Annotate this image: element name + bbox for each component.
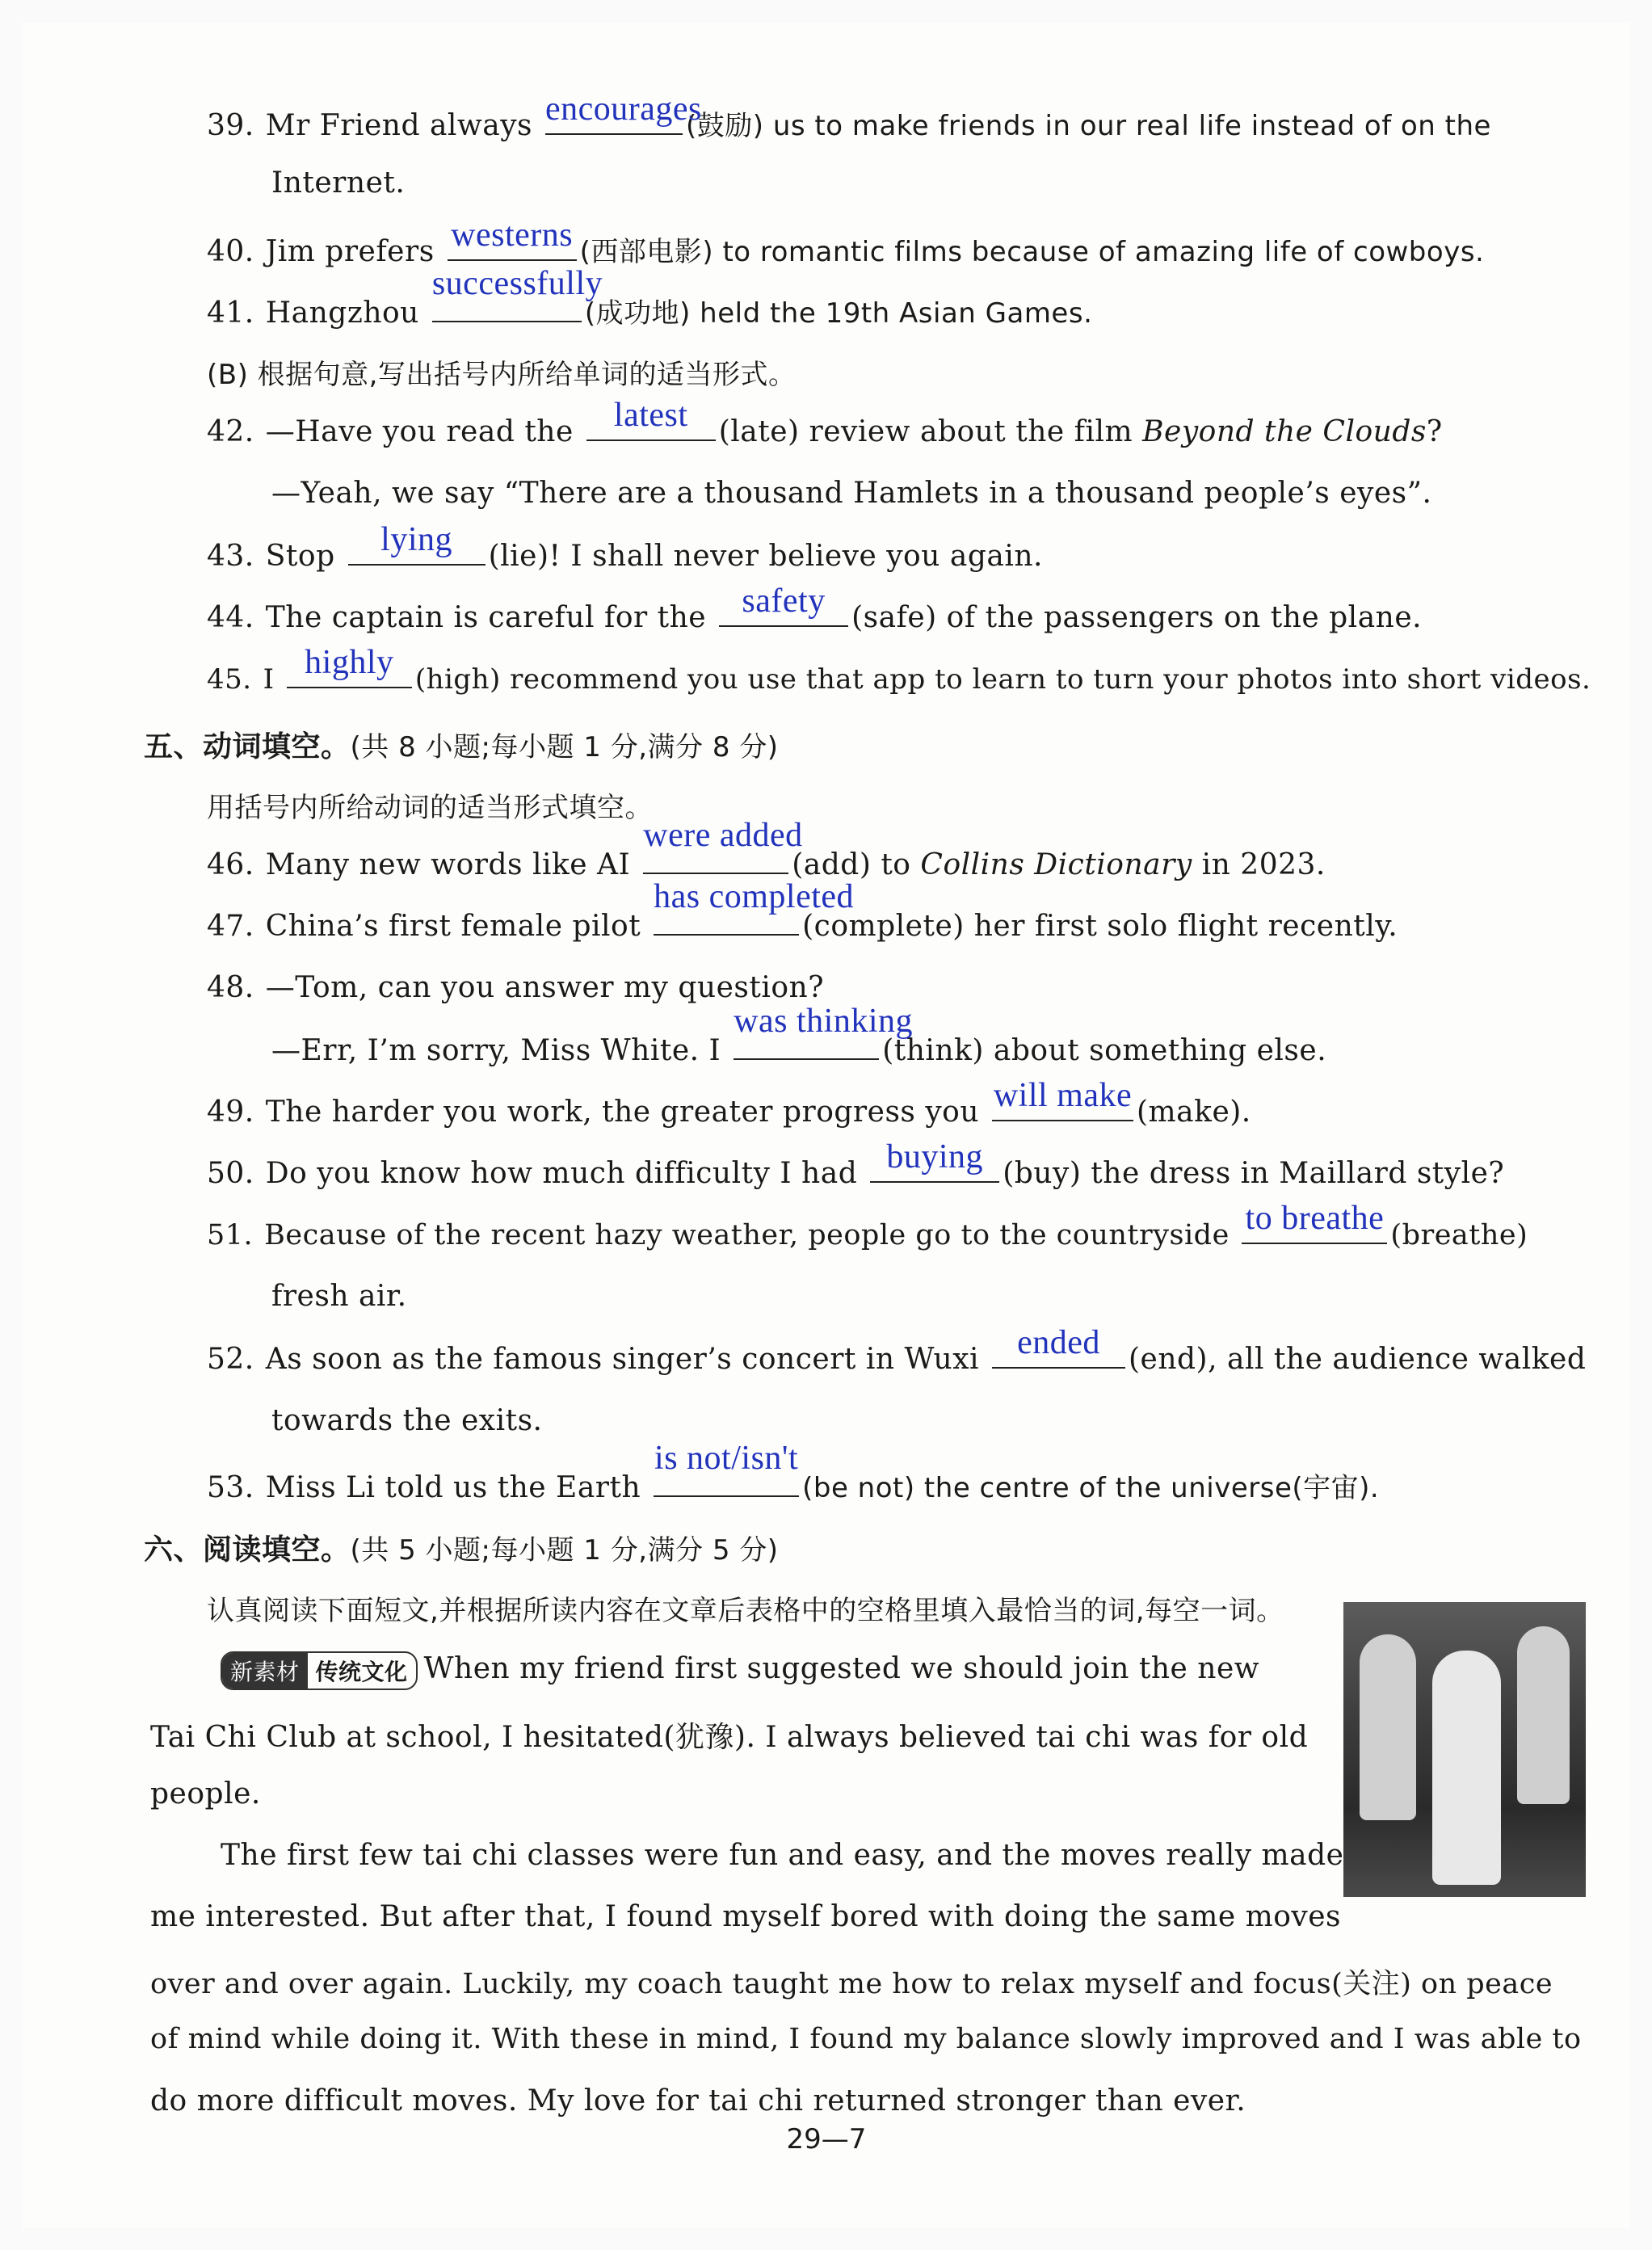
section-5-instruction: 用括号内所给动词的适当形式填空。 (207, 792, 653, 824)
question-48-reply: —Err, I’m sorry, Miss White. I was thinking (think) about something else. (271, 1003, 1327, 1067)
question-52-continued: towards the exits. (271, 1404, 543, 1437)
material-tag: 新素材 传统文化 (221, 1651, 418, 1690)
answer-blank[interactable]: to breathe (1242, 1218, 1387, 1244)
question-43: 43. Stop lying (lie)! I shall never believe you again. (207, 521, 1043, 573)
question-39-continued: Internet. (271, 166, 406, 200)
film-title: Beyond the Clouds (1142, 415, 1427, 448)
answer-blank[interactable]: encourages (545, 109, 683, 135)
answer-blank[interactable]: will make (992, 1096, 1133, 1121)
question-42: 42. —Have you read the latest (late) review about the film Beyond the Clouds? (207, 397, 1443, 448)
question-46: 46. Many new words like AI were added (add) to Collins Dictionary in 2023. (207, 817, 1326, 881)
section-b-instruction: (B) 根据句意,写出括号内所给单词的适当形式。 (207, 359, 797, 391)
answer-blank[interactable]: safety (719, 601, 848, 627)
passage-line: do more difficult moves. My love for tai chi returned stronger than ever. (150, 2084, 1246, 2118)
tai-chi-photo (1343, 1602, 1586, 1897)
answer-blank[interactable]: has completed (654, 910, 799, 936)
answer-blank[interactable]: lying (348, 540, 486, 566)
answer-blank[interactable]: highly (287, 662, 412, 688)
question-53: 53. Miss Li told us the Earth is not/isn't (be not) the centre of the universe(宇宙). (207, 1440, 1380, 1504)
question-52: 52. As soon as the famous singer’s concert in Wuxi ended (end), all the audience walked (207, 1324, 1587, 1376)
question-51: 51. Because of the recent hazy weather, people go to the countryside to breathe (breathe) (207, 1200, 1528, 1251)
question-42-reply: —Yeah, we say “There are a thousand Hamlets in a thousand people’s eyes”. (271, 477, 1432, 510)
answer-blank[interactable]: latest (586, 415, 716, 441)
answer-blank[interactable]: successfully (432, 296, 582, 322)
photo-figure (1517, 1626, 1570, 1804)
page-number: 29—7 (786, 2123, 867, 2155)
answer-blank[interactable]: ended (992, 1343, 1125, 1369)
passage-line: me interested. But after that, I found myself bored with doing the same moves (150, 1900, 1342, 1933)
section-5-heading: 五、动词填空。(共 8 小题;每小题 1 分,满分 8 分) (144, 730, 779, 763)
passage-line: Tai Chi Club at school, I hesitated(犹豫). I always believed tai chi was for old (150, 1721, 1309, 1754)
dictionary-title: Collins Dictionary (920, 848, 1192, 881)
question-48: 48. —Tom, can you answer my question? (207, 971, 825, 1004)
answer-blank[interactable]: were added (643, 848, 788, 874)
question-41: 41. Hangzhou successfully (成功地) held the 19th Asian Games. (207, 265, 1093, 330)
question-40: 40. Jim prefers westerns (西部电影) to romantic films because of amazing life of cowboys. (207, 217, 1485, 268)
question-39: 39. Mr Friend always encourages (鼓励) us to make friends in our real life instead of on the (207, 90, 1491, 142)
answer-blank[interactable]: buying (870, 1157, 999, 1183)
section-6-heading: 六、阅读填空。(共 5 小题;每小题 1 分,满分 5 分) (144, 1533, 779, 1567)
answer-blank[interactable]: westerns (448, 235, 577, 261)
photo-figure (1360, 1634, 1416, 1820)
passage-line: over and over again. Luckily, my coach taught me how to relax myself and focus(关注) on peace (150, 1968, 1553, 2000)
passage-line: of mind while doing it. With these in mind, I found my balance slowly improved and I was able to (150, 2023, 1582, 2055)
question-45: 45. I highly (high) recommend you use that app to learn to turn your photos into short videos. (207, 644, 1591, 696)
question-44: 44. The captain is careful for the safety (safe) of the passengers on the plane. (207, 582, 1423, 634)
section-6-instruction: 认真阅读下面短文,并根据所读内容在文章后表格中的空格里填入最恰当的词,每空一词。 (207, 1595, 1284, 1627)
question-50: 50. Do you know how much difficulty I had buying (buy) the dress in Maillard style? (207, 1138, 1505, 1190)
question-49: 49. The harder you work, the greater progress you will make (make). (207, 1077, 1251, 1129)
question-51-continued: fresh air. (271, 1280, 407, 1313)
worksheet-page (23, 23, 1630, 2228)
photo-figure (1432, 1651, 1501, 1885)
question-47: 47. China’s first female pilot has completed (complete) her first solo flight recently. (207, 878, 1398, 943)
answer-blank[interactable]: was thinking (734, 1034, 879, 1060)
passage-line: The first few tai chi classes were fun and easy, and the moves really made (221, 1839, 1344, 1872)
passage-line: 新素材 传统文化 When my friend first suggested we should join the new (221, 1651, 1259, 1690)
passage-line: people. (150, 1777, 261, 1811)
answer-blank[interactable]: is not/isn't (654, 1471, 799, 1497)
